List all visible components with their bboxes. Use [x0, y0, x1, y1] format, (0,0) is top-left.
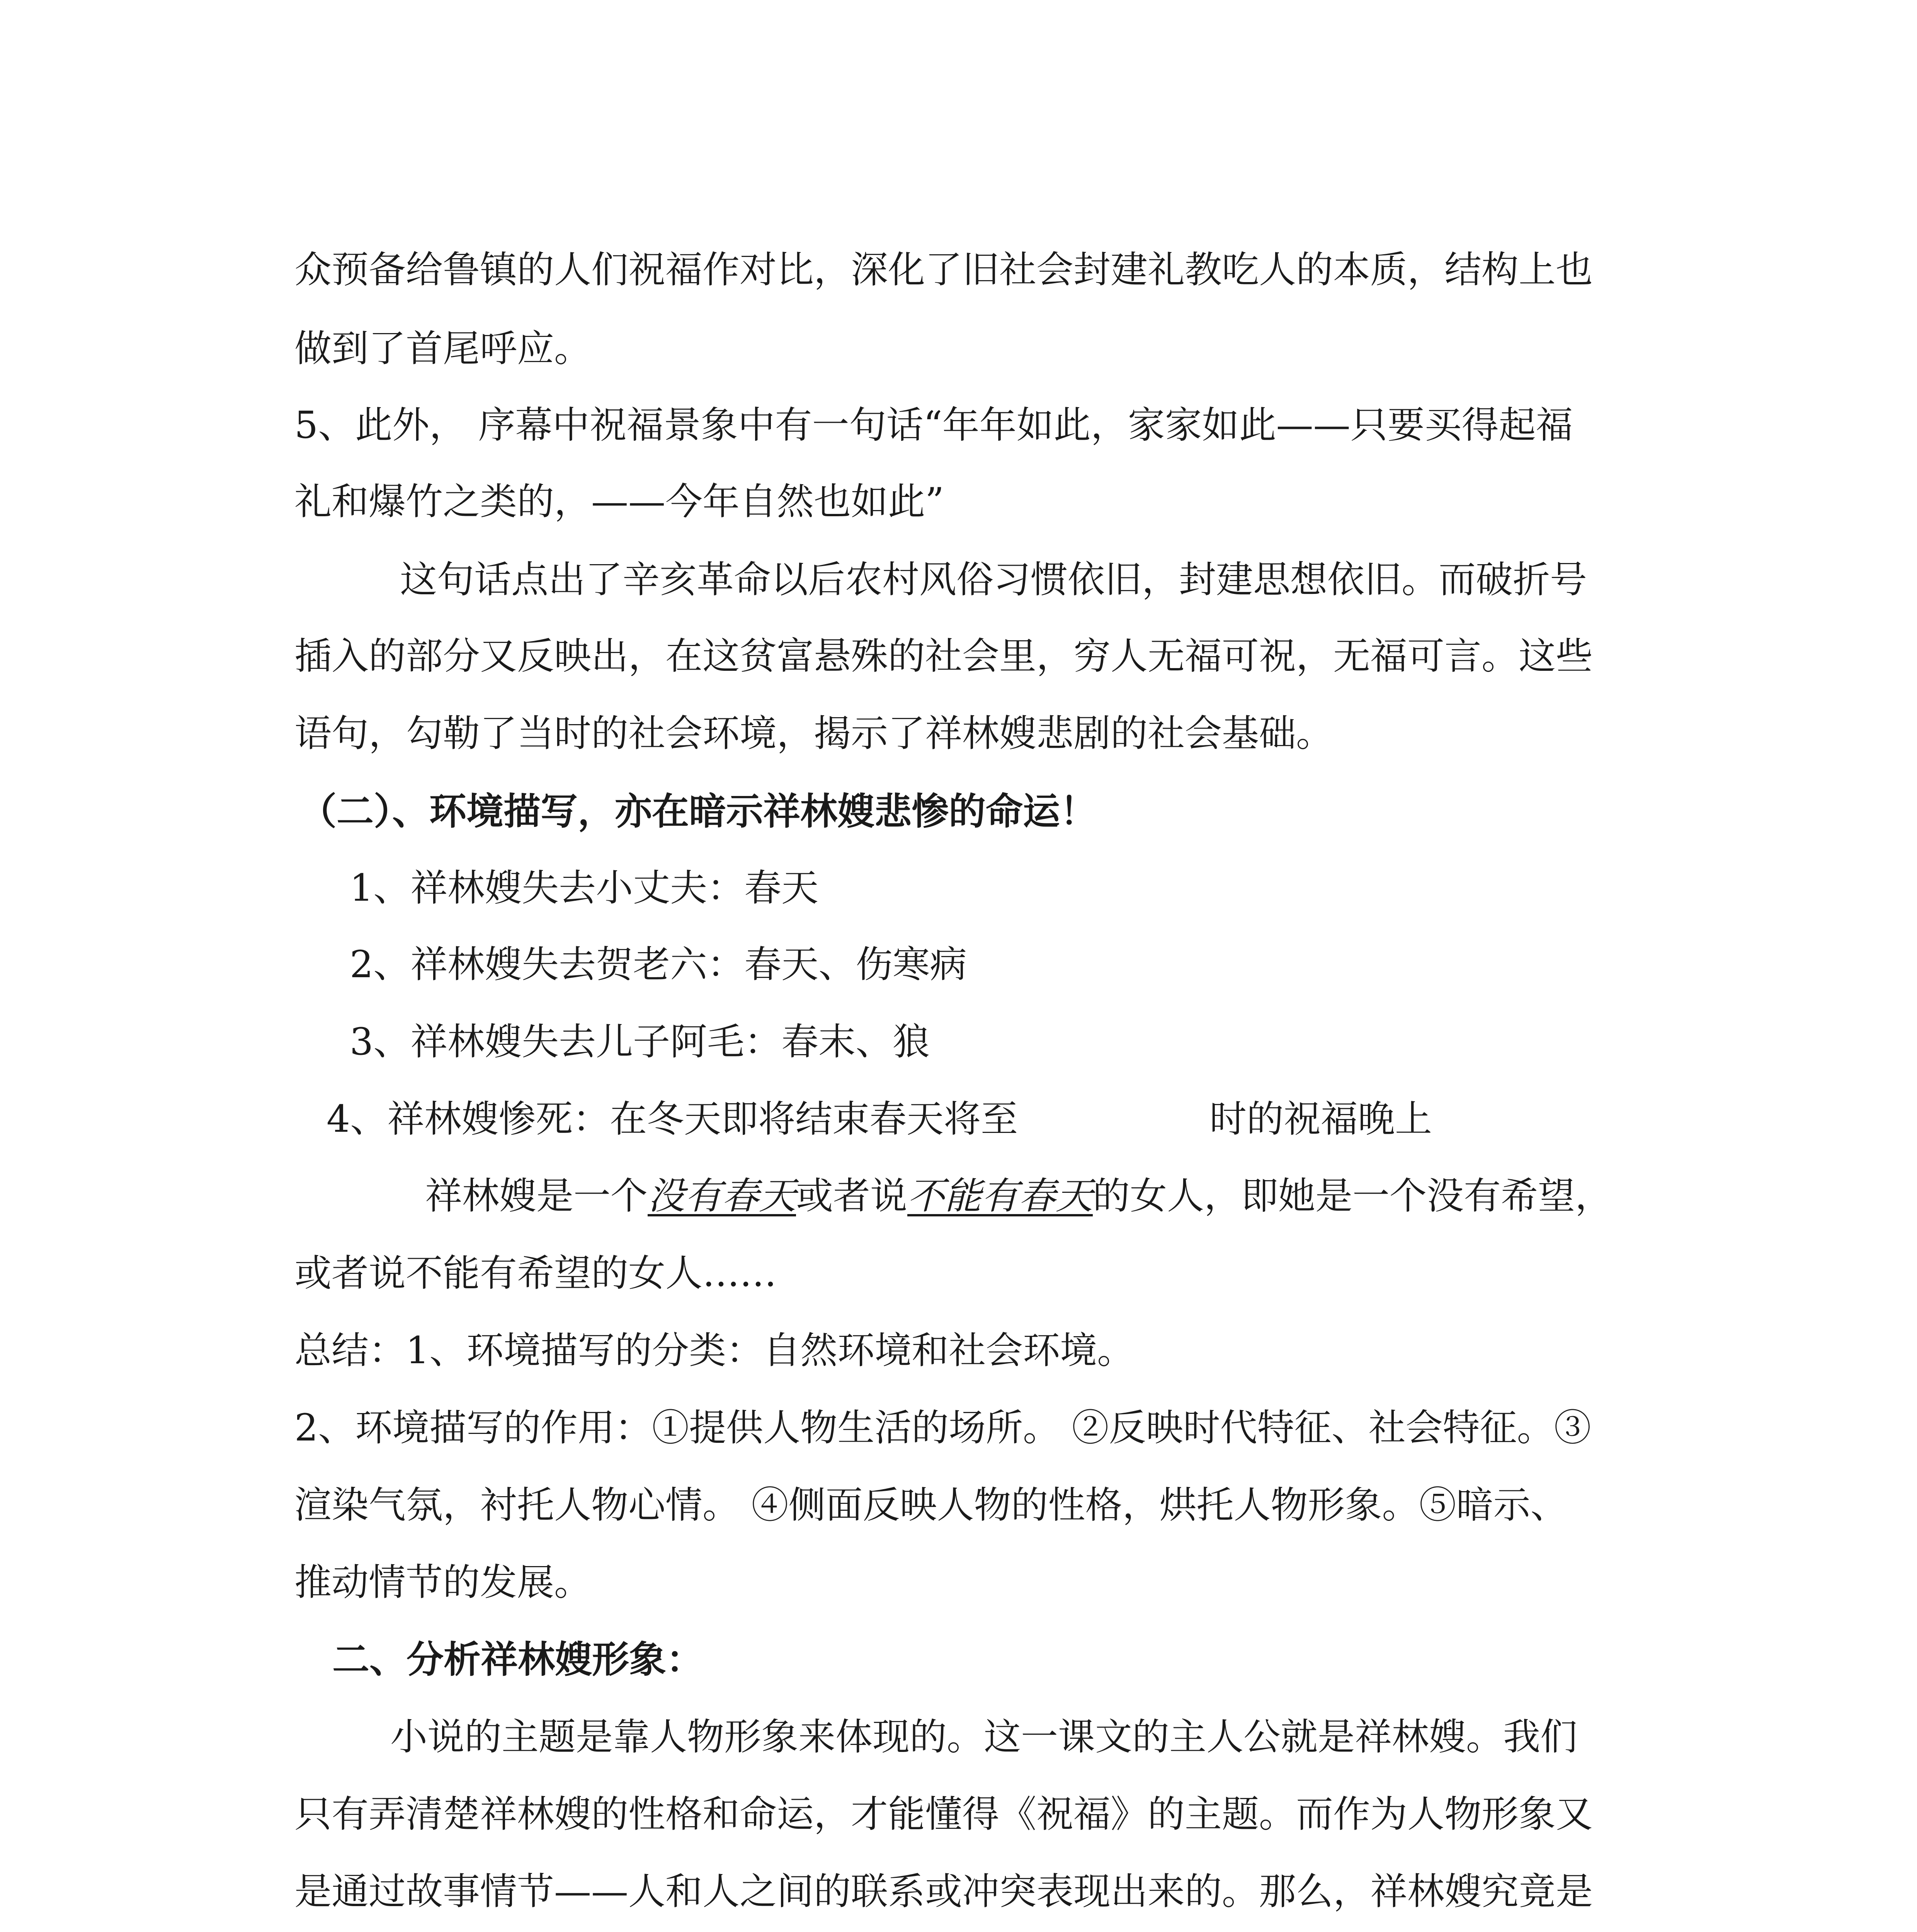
- text-segment: 的女人，即她是一个没有希望，: [1093, 1174, 1612, 1218]
- list-item: 4、祥林嫂惨死：在冬天即将结束春天将至: [327, 1097, 1018, 1141]
- list-item: 时的祝福晚上: [1209, 1097, 1432, 1141]
- text-line: 或者说不能有希望的女人……: [294, 1252, 777, 1295]
- list-item: 1、祥林嫂失去小丈夫：春天: [350, 866, 819, 910]
- text-line: 是通过故事情节——人和人之间的联系或冲突表现出来的。那么，祥林嫂究竟是: [294, 1870, 1593, 1913]
- text-line: [425, 1173, 1612, 1219]
- text-line: 语句，勾勒了当时的社会环境，揭示了祥林嫂悲剧的社会基础。: [294, 712, 1333, 755]
- text-line: 总结：1、环境描写的分类：自然环境和社会环境。: [294, 1329, 1135, 1372]
- text-line: 礼和爆竹之类的，——今年自然也如此”: [294, 480, 944, 523]
- list-item: 2、祥林嫂失去贺老六：春天、伤寒病: [350, 943, 967, 986]
- text-line: 插入的部分又反映出，在这贫富悬殊的社会里，穷人无福可祝，无福可言。这些: [294, 634, 1593, 678]
- text-line: 小说的主题是靠人物形象来体现的。这一课文的主人公就是祥林嫂。我们: [390, 1715, 1577, 1759]
- text-line: 推动情节的发展。: [294, 1561, 591, 1604]
- text-line: 5、此外， 序幕中祝福景象中有一句话“年年如此，家家如此——只要买得起福: [294, 403, 1573, 447]
- section-heading: （二）、环境描写，亦在暗示祥林嫂悲惨的命运！: [299, 789, 1097, 833]
- text-line: 渲染气氛，衬托人物心情。 ④侧面反映人物的性格，烘托人物形象。⑤暗示、: [294, 1483, 1568, 1527]
- list-item: 3、祥林嫂失去儿子阿毛：春末、狼: [350, 1020, 930, 1063]
- text-segment: 祥林嫂是一个: [425, 1174, 648, 1218]
- text-line: 这句话点出了辛亥革命以后农村风俗习惯依旧，封建思想依旧。而破折号: [400, 558, 1587, 601]
- underlined-phrase: 没有春天: [648, 1174, 796, 1218]
- text-line: 2、环境描写的作用：①提供人物生活的场所。 ②反映时代特征、社会特征。③: [294, 1406, 1591, 1449]
- text-line: 只有弄清楚祥林嫂的性格和命运，才能懂得《祝福》的主题。而作为人物形象又: [294, 1793, 1593, 1836]
- text-line: 众预备给鲁镇的人们祝福作对比，深化了旧社会封建礼教吃人的本质，结构上也: [294, 248, 1593, 291]
- text-line: 做到了首尾呼应。: [294, 327, 591, 370]
- section-heading: 二、分析祥林嫂形象：: [332, 1638, 703, 1681]
- text-segment: 或者说: [796, 1174, 907, 1218]
- underlined-phrase: 不能有春天: [907, 1174, 1093, 1218]
